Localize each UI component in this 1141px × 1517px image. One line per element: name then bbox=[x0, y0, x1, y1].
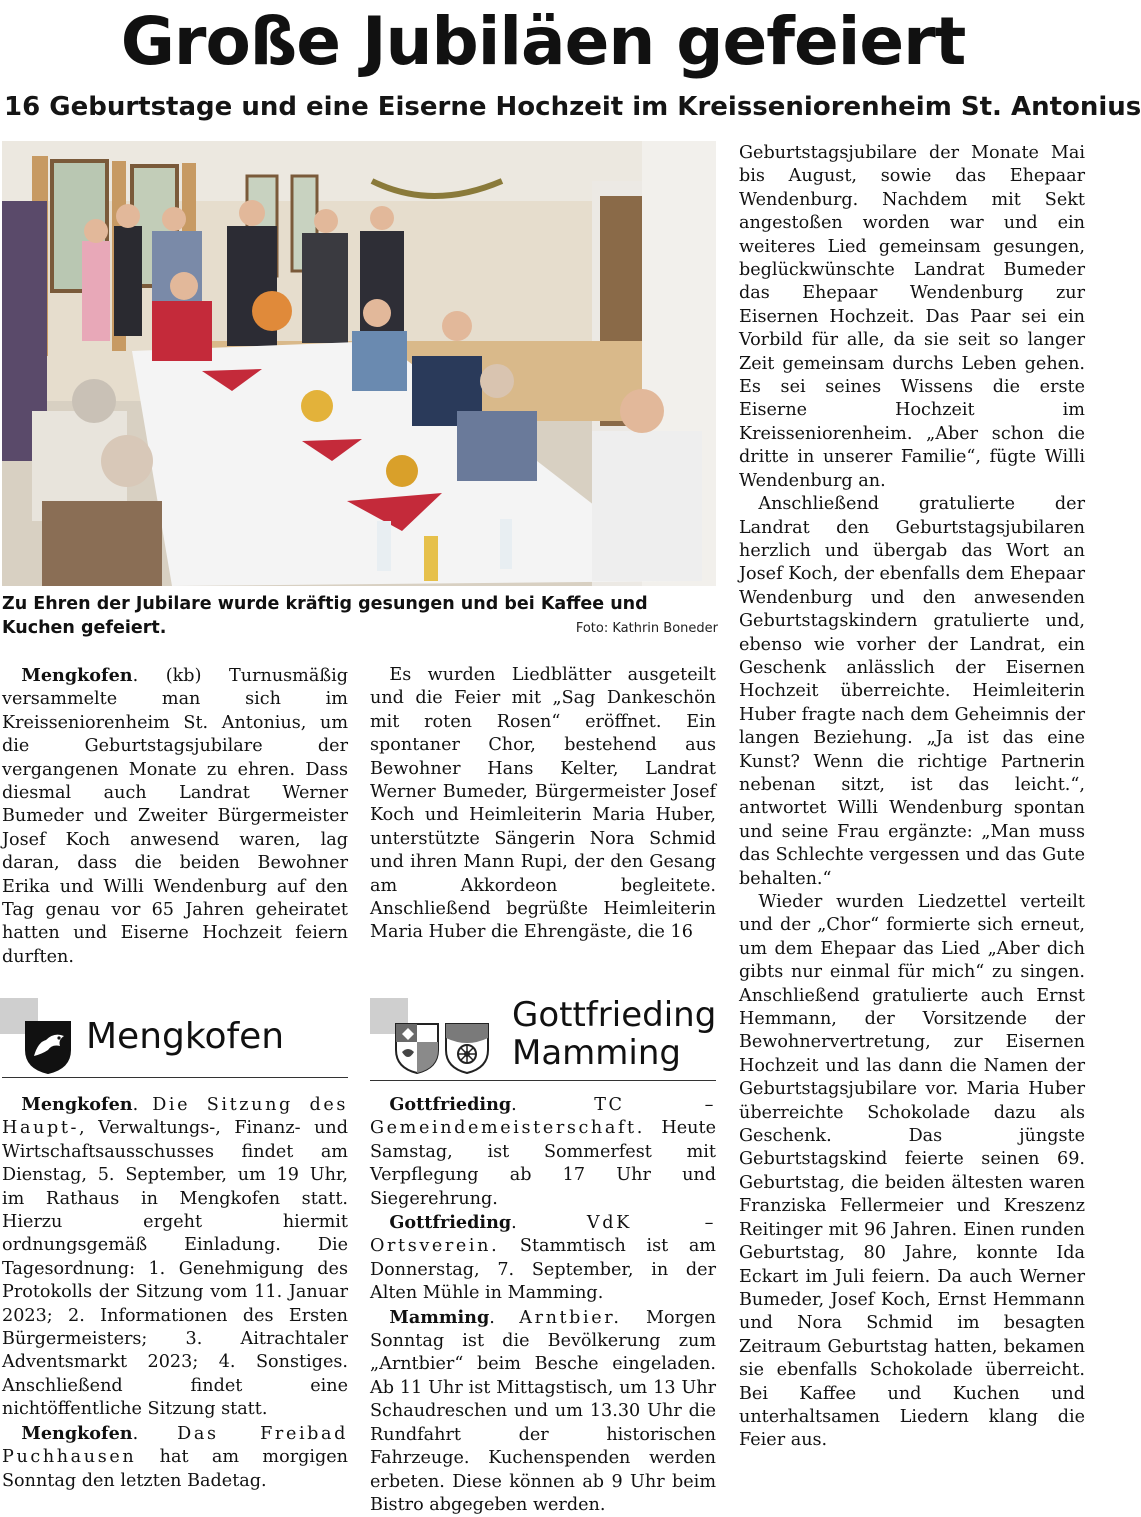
news-item: Mamming. Arntbier. Morgen Sonntag ist die Bevölkerung zum „Arntbier“ beim Besche eingeladen. Ab 11 Uhr ist Mittagstisch, um 13 Uhr Schaudreschen und um 13.30 Uhr die Rundfahrt der historischen Fahrzeuge. Kuchenspenden werden erbeten. Diese können ab 9 Uhr beim Bistro abgegeben werden. bbox=[370, 1306, 716, 1515]
rubric-line: Mamming bbox=[512, 1033, 681, 1073]
rubric-title-gottfrieding-mamming bbox=[512, 996, 716, 1072]
article-paragraph: Anschließend gratulierte der Landrat den Geburtstagsjubilaren herzlich und übergab das Wort an Josef Koch, der ebenfalls dem Ehepaar Wendenburg und den anwesenden Geburtstagskindern gratulierte und, ebenso wie vorher der Landrat, ein Geschenk anlässlich der Eisernen Hochzeit überreichte. Heimleiterin Huber fragte nach dem Geheimnis der langen Beziehung. „Ja ist das eine Kunst? Wenn die richtige Partnerin nebenan sitzt, ist das leicht.“, antwortet Willi Wendenburg spontan und seine Frau ergänzte: „Man muss das Schlechte vergessen und das Gute behalten.“ bbox=[739, 494, 1085, 889]
news-item: Gottfrieding. TC – Gemeindemeisterschaft. Heute Samstag, ist Sommerfest mit Verpflegung ab 17 Uhr und Siegerehrung. bbox=[370, 1094, 716, 1209]
photo-caption: Zu Ehren der Jubilare wurde kräftig gesungen und bei Kaffee und Kuchen gefeiert. bbox=[2, 594, 648, 638]
article-paragraph: Wieder wurden Liedzettel verteilt und der „Chor“ formierte sich erneut, um dem Ehepaar das Lied „Aber dich gibts nur einmal für mich“ zu singen. Anschließend gratulierte auch Ernst Hemmann, der Vorsitzende der Bewohnervertretung, zur Eisernen Hochzeit und las dann die Namen der Geburtstagsjubilare vor. Maria Huber überreichte Schokolade dazu als Geschenk. Das jüngste Geburtstagskind feierte seinen 69. Geburtstag, die beiden ältesten waren Franziska Fellermeier und Kreszenz Reitinger mit 96 Jahren. Einen runden Geburtstag, 80 Jahre, konnte Ida Eckart im Juli feiern. Da auch Werner Bumeder, Josef Koch, Ernst Hemmann und Nora Schmid im besagten Zeitraum Geburtstag hatten, bekamen sie ebenfalls Schokolade überreicht. Bei Kaffee und Kuchen und unterhaltsamen Liedern klang die Feier aus. bbox=[739, 892, 1085, 1451]
rubric-title-mengkofen: Mengkofen bbox=[86, 1016, 285, 1057]
mengkofen-coat-of-arms-icon bbox=[24, 1020, 72, 1074]
mengkofen-news-column bbox=[2, 1093, 348, 1493]
article-column-3 bbox=[739, 142, 1085, 1453]
news-item: Mengkofen. Die Sitzung des Haupt-, Verwaltungs-, Finanz- und Wirtschaftsausschusses findet am Dienstag, 5. September, um 19 Uhr, im Rathaus in Mengkofen statt. Hierzu ergeht hiermit ordnungsgemäß Einladung. Die Tagesordnung: 1. Genehmigung des Protokolls der Sitzung vom 11. Januar 2023; 2. Informationen des Ersten Bürgermeisters; 3. Aitrachtaler Adventsmarkt 2023; 4. Sonstiges. Anschließend findet eine nichtöffentliche Sitzung statt. bbox=[2, 1094, 348, 1420]
subheadline: 16 Geburtstage und eine Eiserne Hochzeit im Kreisseniorenheim St. Antonius bbox=[4, 92, 1141, 122]
party-scene-illustration bbox=[2, 141, 716, 586]
article-column-2 bbox=[370, 664, 716, 945]
news-item: Gottfrieding. VdK – Ortsverein. Stammtisch ist am Donnerstag, 7. September, in der Alten Mühle in Mamming. bbox=[370, 1212, 716, 1304]
photo-credit: Foto: Kathrin Boneder bbox=[575, 621, 718, 636]
article-paragraph: . (kb) Turnusmäßig versammelte man sich im Kreisseniorenheim St. Antonius, um die Geburtstagsjubilare der vergangenen Monate zu ehren. Dass diesmal auch Landrat Werner Bumeder und Zweiter Bürgermeister Josef Koch anwesend waren, lag daran, dass die beiden Bewohner Erika und Willi Wendenburg auf den Tag genau vor 65 Jahren geheiratet hatten und Eiserne Hochzeit feiern durften. bbox=[2, 666, 348, 967]
headline: Große Jubiläen gefeiert bbox=[120, 3, 966, 80]
gottfrieding-news-column bbox=[370, 1093, 716, 1517]
rubric-line: Gottfrieding bbox=[512, 995, 717, 1035]
article-photo bbox=[2, 141, 716, 586]
article-paragraph: Es wurden Liedblätter ausgeteilt und die Feier mit „Sag Dankeschön mit roten Rosen“ eröffnet. Ein spontaner Chor, bestehend aus Bewohner Hans Kelter, Landrat Werner Bumeder, Bürgermeister Josef Koch und Heimleiterin Maria Huber, unterstützte Sängerin Nora Schmid und ihren Mann Rupi, der den Gesang am Akkordeon begleitete. Anschließend begrüßte Heimleiterin Maria Huber die Ehrengäste, die 16 bbox=[370, 665, 716, 943]
news-item: Mengkofen. Das Freibad Puchhausen hat am morgigen Sonntag den letzten Badetag. bbox=[2, 1422, 348, 1491]
article-paragraph: Geburtstagsjubilare der Monate Mai bis August, sowie das Ehepaar Wendenburg. Nachdem mit Sekt angestoßen worden war und ein weiteres Lied gemeinsam gesungen, beglückwünschte Landrat Bumeder das Ehepaar Wendenburg zur Eisernen Hochzeit. Das Paar sei ein Vorbild für alle, da sie seit so langer Zeit gemeinsam durchs Leben gehen. Es sei seines Wissens die erste Eiserne Hochzeit im Kreisseniorenheim. „Aber schon die dritte in unserer Familie“, fügte Willi Wendenburg an. bbox=[739, 143, 1085, 491]
gottfrieding-coat-of-arms-icon bbox=[394, 1022, 440, 1074]
article-column-1 bbox=[2, 664, 348, 969]
rubric-rule bbox=[2, 1077, 348, 1078]
dateline-place: Mengkofen bbox=[21, 665, 133, 686]
mamming-coat-of-arms-icon bbox=[444, 1022, 490, 1074]
rubric-rule bbox=[370, 1080, 716, 1081]
